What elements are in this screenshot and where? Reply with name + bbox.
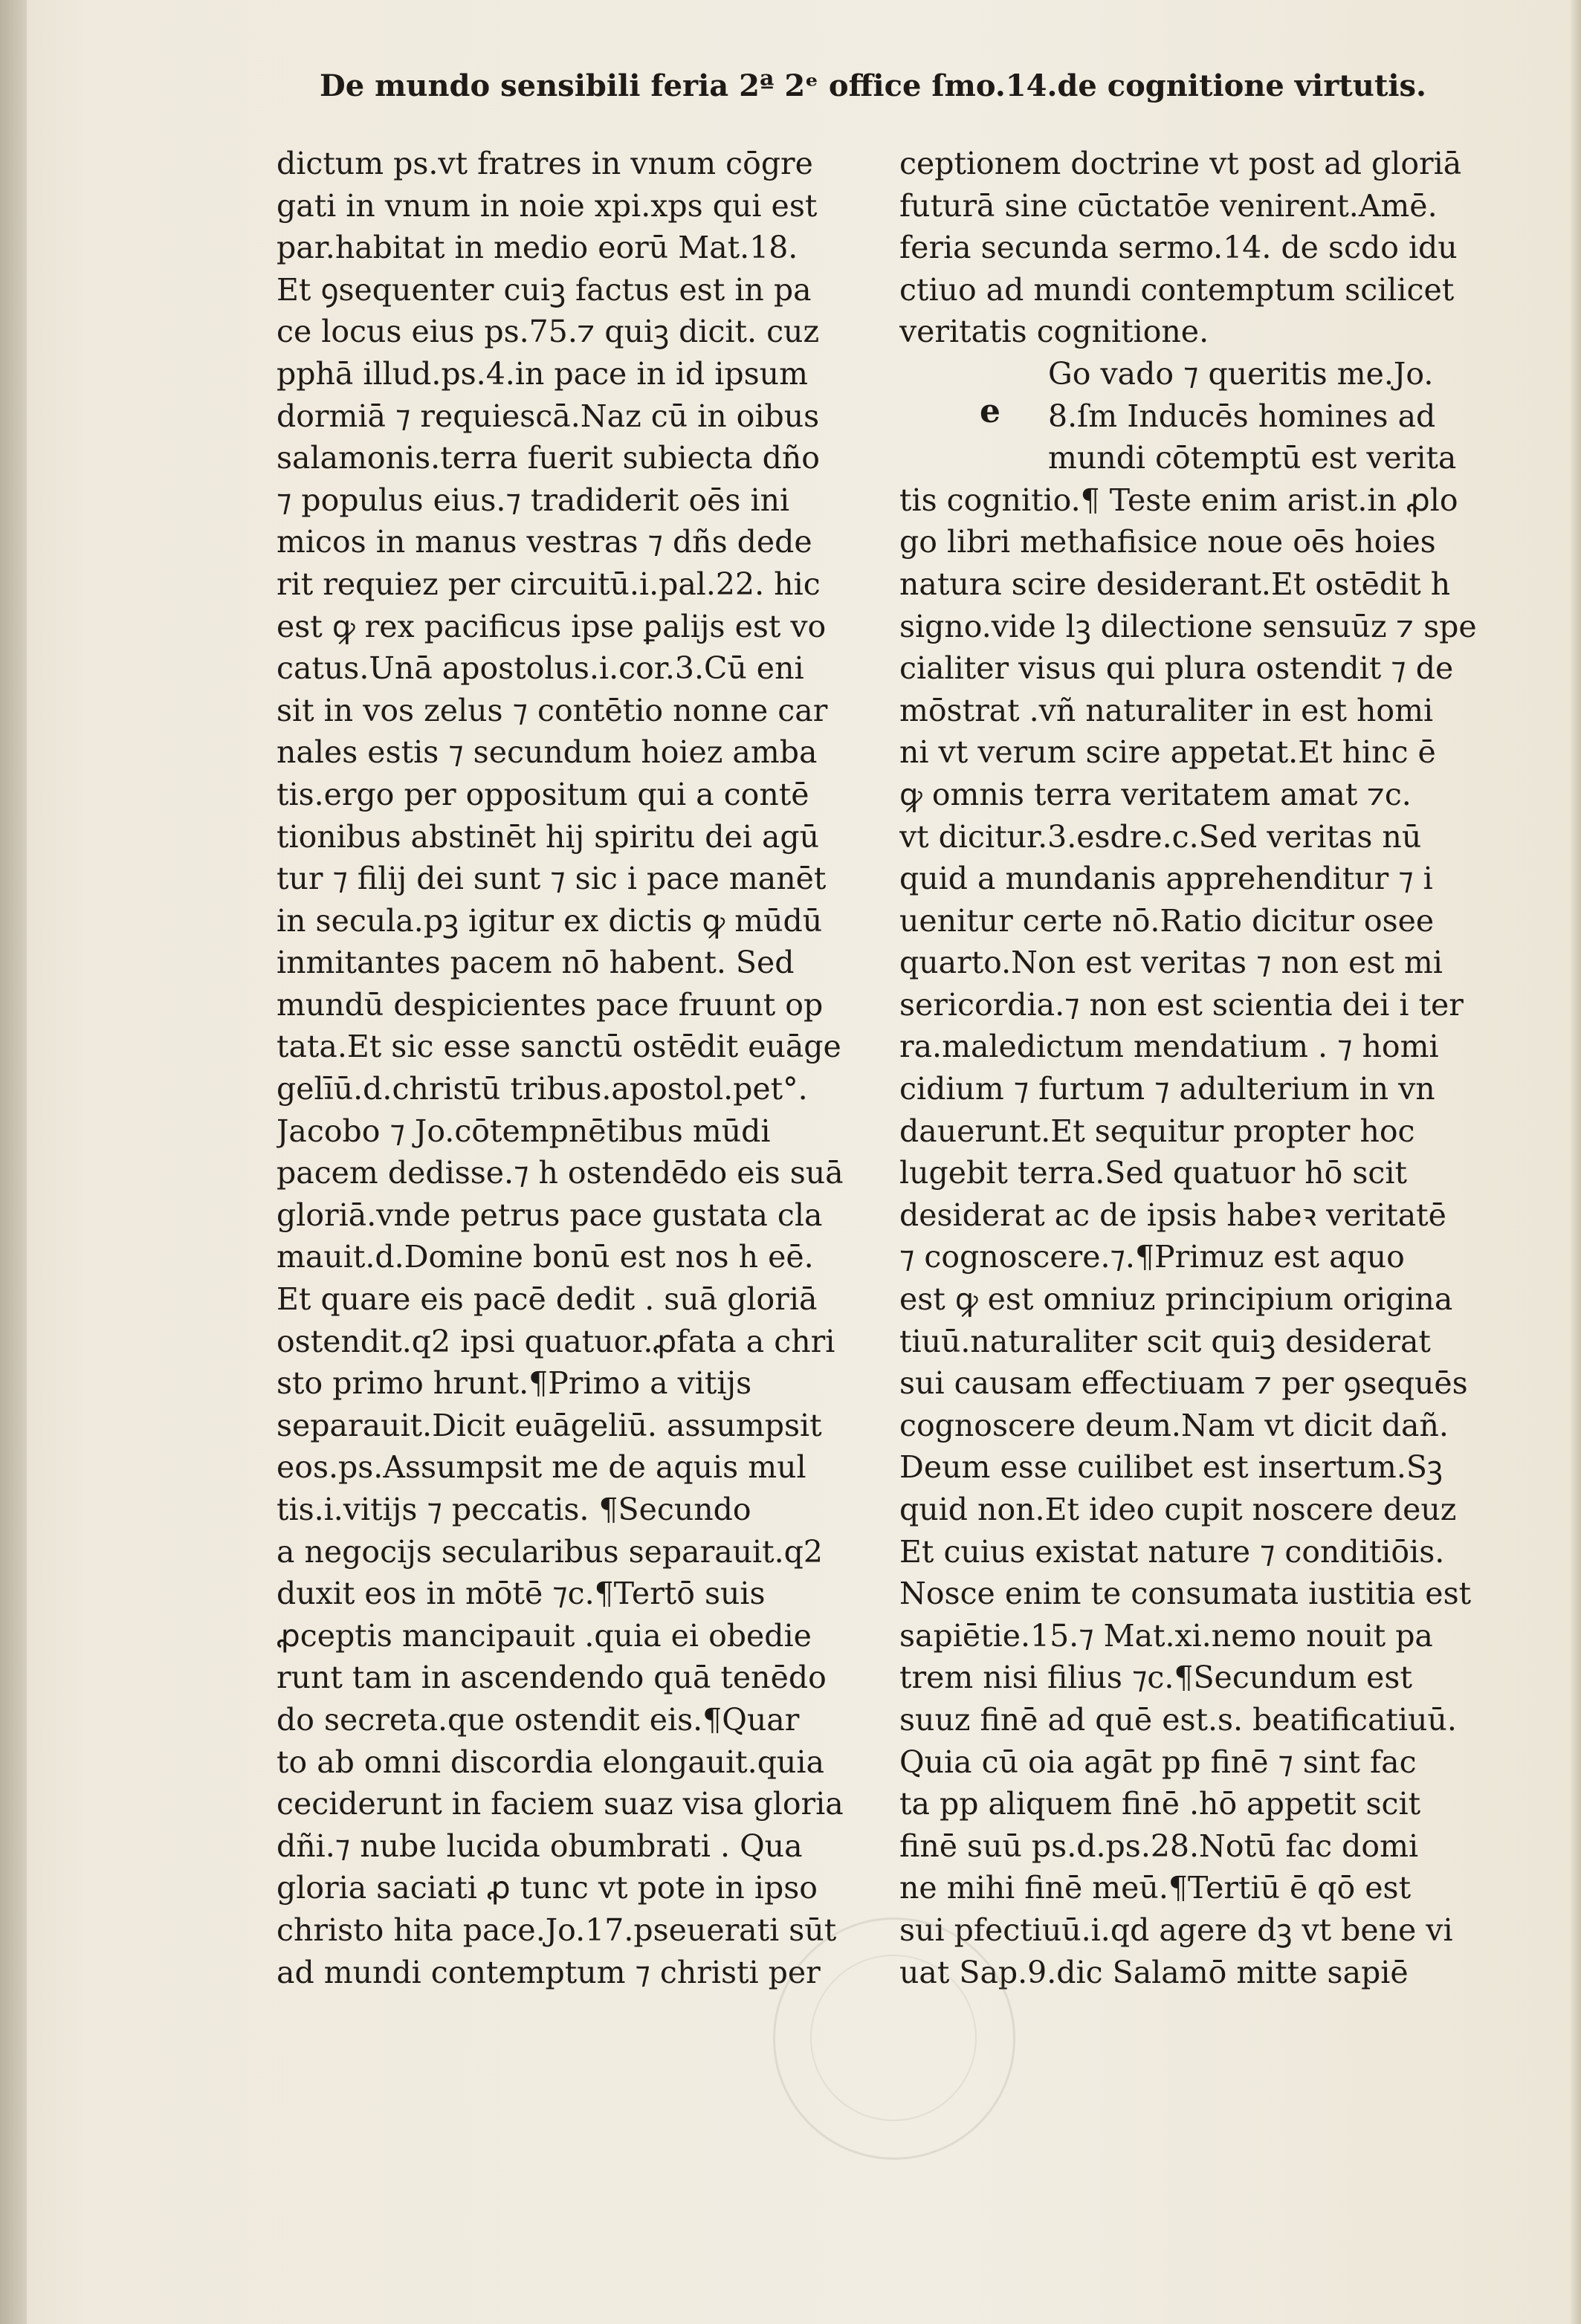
text-line: tionibus abstinēt hij spiritu dei agū (277, 818, 820, 855)
text-line: feria secunda sermo.14. de scdo idu (899, 230, 1458, 266)
text-line: Deum esse cuilibet est insertum.Sꝫ (899, 1449, 1443, 1486)
text-line: ⁊ cognoscere.⁊.¶Primuz est aquo (899, 1239, 1405, 1275)
text-line: ni vt verum scire appetat.Et hinc ē (899, 734, 1436, 771)
text-line: duxit eos in mōtē ⁊c.¶Tertō suis (277, 1576, 766, 1612)
text-line: catus.Unā apostolus.i.cor.3.Cū eni (277, 650, 804, 687)
text-line: ceciderunt in faciem suaz visa gloria (277, 1786, 844, 1822)
text-line: dormiā ⁊ requiescā.Naz cū in oibus (277, 398, 820, 434)
text-line: mundū despicientes pace fruunt op (277, 986, 824, 1023)
text-line: mundi cōtemptū est verita (1048, 440, 1457, 476)
text-line: Jacobo ⁊ Jo.cōtempnētibus mūdi (277, 1113, 771, 1149)
text-line: salamonis.terra fuerit subiecta dño (277, 440, 820, 476)
text-line: Quia cū oia agāt pp finē ⁊ sint fac (899, 1744, 1417, 1780)
text-line: vt dicitur.3.esdre.c.Sed veritas nū (899, 818, 1422, 855)
text-line: desiderat ac de ipsis habeꝛ veritatē (899, 1197, 1446, 1233)
text-line: futurā sine cūctatōe venirent.Amē. (899, 187, 1438, 224)
text-line: ad mundi contemptum ⁊ christi per (277, 1954, 821, 1990)
text-line: Nosce enim te consumata iustitia est (899, 1576, 1472, 1612)
text-line: ctiuo ad mundi contemptum scilicet (899, 271, 1455, 308)
binding-gutter (0, 0, 27, 2324)
text-line: mauit.d.Domine bonū est nos h eē. (277, 1239, 814, 1275)
text-line: eos.ps.Assumpsit me de aquis mul (277, 1449, 806, 1486)
text-line: tata.Et sic esse sanctū ostēdit euāge (277, 1029, 841, 1065)
text-line: trem nisi filius ⁊c.¶Secundum est (899, 1660, 1412, 1696)
text-line: christo hita pace.Jo.17.pseuerati sūt (277, 1912, 837, 1948)
text-line: do secreta.que ostendit eis.¶Quar (277, 1701, 800, 1738)
text-line: sto primo hrunt.¶Primo a vitijs (277, 1365, 752, 1402)
text-line: natura scire desiderant.Et ostēdit h (899, 566, 1451, 602)
text-line: dauerunt.Et sequitur propter hoc (899, 1113, 1415, 1149)
text-line: Et quare eis pacē dedit . suā gloriā (277, 1281, 818, 1318)
text-line: Et cuius existat nature ⁊ conditiōis. (899, 1533, 1445, 1570)
text-line: ra.maledictum mendatium . ⁊ homi (899, 1029, 1439, 1065)
text-line: est ꝙ est omniuz principium origina (899, 1281, 1453, 1318)
text-line: sit in vos zelus ⁊ contētio nonne car (277, 692, 828, 728)
text-line: separauit.Dicit euāgeliū. assumpsit (277, 1407, 822, 1443)
text-line: ꝓceptis mancipauit .quia ei obedie (277, 1617, 812, 1654)
library-stamp-inner (810, 1955, 977, 2121)
text-line: runt tam in ascendendo quā tenēdo (277, 1660, 827, 1696)
text-line: inmitantes pacem nō habent. Sed (277, 945, 795, 981)
text-line: lugebit terra.Sed quatuor hō scit (899, 1155, 1407, 1191)
text-line: cidium ⁊ furtum ⁊ adulterium in vn (899, 1071, 1435, 1107)
text-line: dñi.⁊ nube lucida obumbrati . Qua (277, 1828, 803, 1864)
text-line: to ab omni discordia elongauit.quia (277, 1744, 824, 1780)
text-line: gloriā.vnde petrus pace gustata cla (277, 1197, 823, 1233)
text-line: ⁊ populus eius.⁊ tradiderit oēs ini (277, 482, 790, 518)
text-line: mōstrat .vñ naturaliter in est homi (899, 692, 1434, 728)
left-column (277, 143, 908, 1993)
text-line: est ꝙ rex pacificus ipse ꝑalijs est vo (277, 608, 827, 644)
text-line: Et ꝯsequenter cuiꝫ factus est in pa (277, 271, 812, 308)
text-line: quid a mundanis apprehenditur ⁊ i (899, 861, 1433, 897)
text-line: 8.ſm Inducēs homines ad (1048, 398, 1436, 434)
text-line: tis.i.vitijs ⁊ peccatis. ¶Secundo (277, 1492, 751, 1527)
text-line: sui causam effectiuam ⁊ per ꝯsequēs (899, 1365, 1468, 1402)
text-line: go libri methafisice noue oēs hoies (899, 524, 1436, 560)
text-line: signo.vide lꝫ dilectione sensuūz ⁊ spe (899, 608, 1477, 644)
text-line: a negocijs secularibus separauit.q2 (277, 1533, 823, 1570)
text-line: Go vado ⁊ queritis me.Jo. (1048, 355, 1434, 392)
initial-letter: e (980, 392, 1000, 430)
text-line: ꝙ omnis terra veritatem amat ⁊c. (899, 776, 1412, 812)
text-line: sapiētie.15.⁊ Mat.xi.nemo nouit pa (899, 1617, 1433, 1654)
text-line: rit requiez per circuitū.i.pal.22. hic (277, 566, 821, 602)
text-line: quarto.Non est veritas ⁊ non est mi (899, 945, 1443, 981)
text-line: ne mihi finē meū.¶Tertiū ē qō est (899, 1870, 1412, 1906)
text-line: pacem dedisse.⁊ h ostendēdo eis suā (277, 1155, 844, 1191)
text-line: ceptionem doctrine vt post ad gloriā (899, 146, 1462, 181)
text-line: nales estis ⁊ secundum hoiez amba (277, 734, 818, 771)
page-edge (1571, 0, 1581, 2324)
text-line: uenitur certe nō.Ratio dicitur osee (899, 902, 1435, 939)
text-line: finē suū ps.d.ps.28.Notū fac domi (899, 1828, 1419, 1864)
text-line: gati in vnum in noie xpi.xps qui est (277, 187, 818, 224)
text-line: dictum ps.vt fratres in vnum cōgre (277, 146, 813, 181)
text-line: veritatis cognitione. (899, 314, 1209, 350)
text-line: in secula.pꝫ igitur ex dictis ꝙ mūdū (277, 902, 823, 939)
text-line: ce locus eius ps.75.⁊ quiꝫ dicit. cuz (277, 314, 820, 350)
text-line: gloria saciati ꝓ tunc vt pote in ipso (277, 1870, 818, 1906)
text-line: tiuū.naturaliter scit quiꝫ desiderat (899, 1323, 1431, 1359)
text-line: cialiter visus qui plura ostendit ⁊ de (899, 650, 1454, 687)
text-line: cognoscere deum.Nam vt dicit dañ. (899, 1407, 1449, 1443)
text-line: ta pp aliquem finē .hō appetit scit (899, 1786, 1421, 1822)
text-line: suuz finē ad quē est.s. beatificatiuū. (899, 1701, 1457, 1738)
running-head: De mundo sensibili feria 2ª 2ᵉ office ſmo.14.de cognitione virtutis. (320, 68, 1426, 103)
text-line: quid non.Et ideo cupit noscere deuz (899, 1492, 1457, 1527)
text-line: pphā illud.ps.4.in pace in id ipsum (277, 355, 808, 392)
text-line: gelīū.d.christū tribus.apostol.pet°. (277, 1071, 808, 1107)
text-line: micos in manus vestras ⁊ dñs dede (277, 524, 812, 560)
text-line: sericordia.⁊ non est scientia dei i ter (899, 986, 1464, 1023)
text-line: sui pfectiuū.i.qd agere dꝫ vt bene vi (899, 1912, 1453, 1948)
text-line: tis cognitio.¶ Teste enim arist.in ꝓlo (899, 482, 1458, 518)
text-line: ostendit.q2 ipsi quatuor.ꝓfata a chri (277, 1323, 835, 1359)
text-line: tis.ergo per oppositum qui a contē (277, 776, 809, 812)
text-line: uat Sap.9.dic Salamō mitte sapiē (899, 1954, 1409, 1990)
text-line: par.habitat in medio eorū Mat.18. (277, 230, 798, 266)
text-line: tur ⁊ filij dei sunt ⁊ sic i pace manēt (277, 861, 827, 897)
